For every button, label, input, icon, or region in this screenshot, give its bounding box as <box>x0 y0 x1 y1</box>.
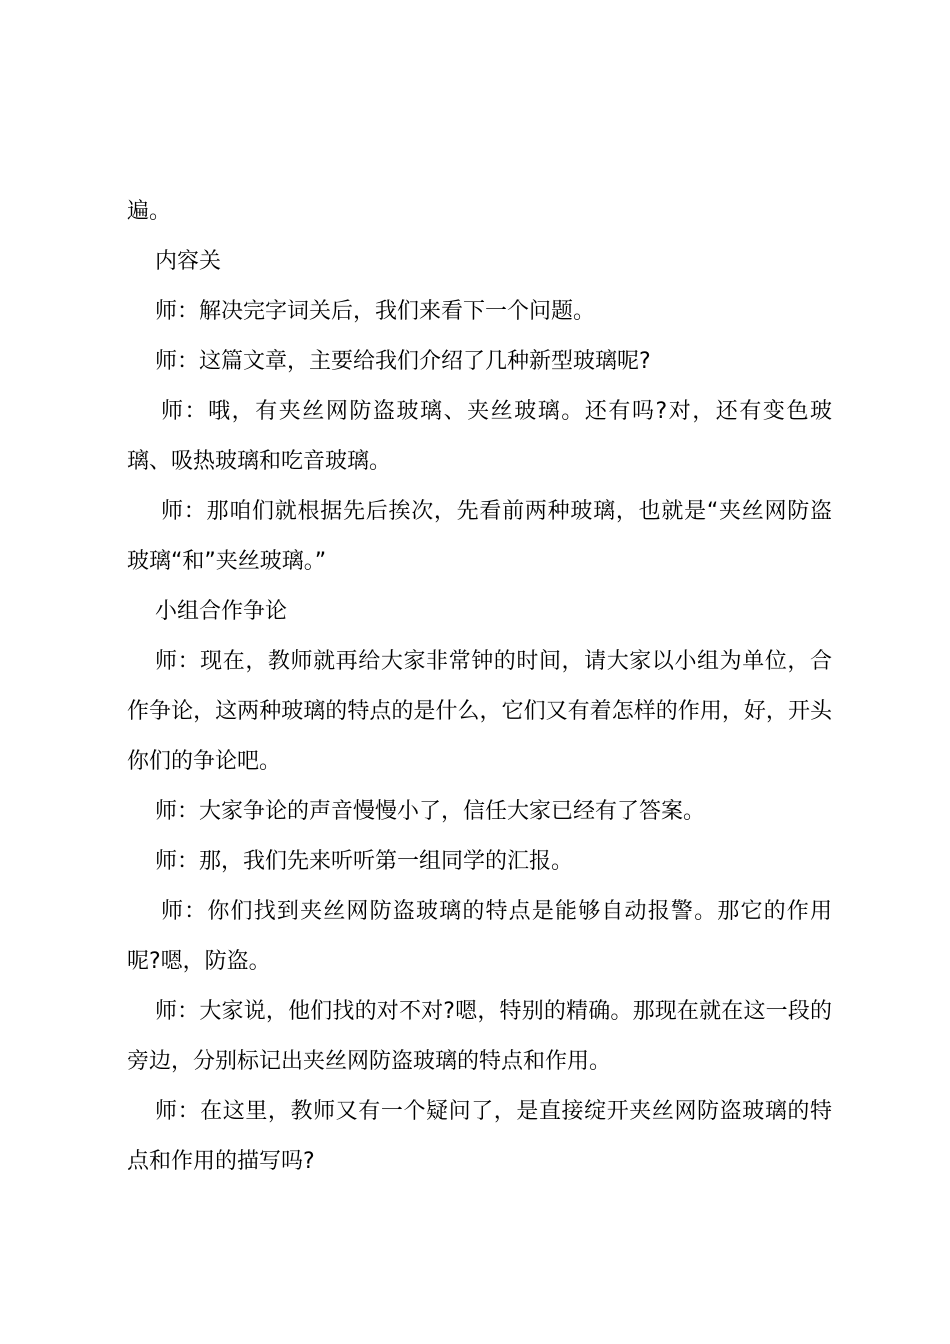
document-body <box>127 187 832 1187</box>
paragraph: 师：大家说，他们找的对不对?嗯，特别的精确。那现在就在这一段的旁边，分别标记出夹丝网防盗玻璃的特点和作用。 <box>127 999 832 1074</box>
section-heading-group-discussion: 小组合作争论 <box>155 599 288 624</box>
paragraph: 师：解决完字词关后，我们来看下一个问题。 <box>155 299 596 324</box>
paragraph: 师：那，我们先来听听第一组同学的汇报。 <box>155 849 574 874</box>
paragraph-continuation: 遍。 <box>127 199 172 224</box>
paragraph: 师：这篇文章，主要给我们介绍了几种新型玻璃呢? <box>155 349 651 374</box>
paragraph: 师：哦，有夹丝网防盗玻璃、夹丝玻璃。还有吗?对，还有变色玻璃、吸热玻璃和吃音玻璃。 <box>127 399 832 474</box>
paragraph: 师：现在，教师就再给大家非常钟的时间，请大家以小组为单位，合作争论，这两种玻璃的特点的是什么，它们又有着怎样的作用，好，开头你们的争论吧。 <box>127 649 832 774</box>
paragraph: 师：在这里，教师又有一个疑问了，是直接绽开夹丝网防盗玻璃的特点和作用的描写吗? <box>127 1099 832 1174</box>
paragraph: 师：你们找到夹丝网防盗玻璃的特点是能够自动报警。那它的作用呢?嗯，防盗。 <box>127 899 832 974</box>
section-heading-content: 内容关 <box>155 249 222 274</box>
paragraph: 师：大家争论的声音慢慢小了，信任大家已经有了答案。 <box>155 799 706 824</box>
paragraph: 师：那咱们就根据先后挨次，先看前两种玻璃，也就是“夹丝网防盗玻璃“和”夹丝玻璃。” <box>127 499 832 574</box>
